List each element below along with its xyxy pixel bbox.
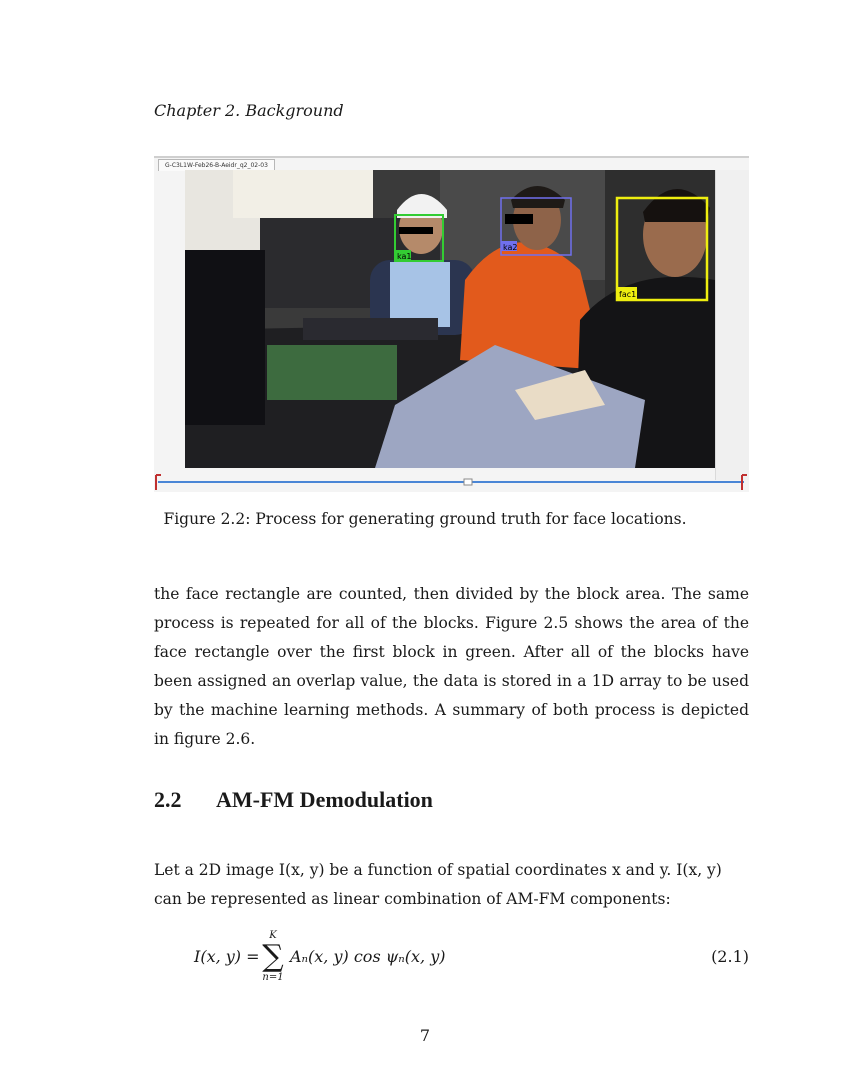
monitor (185, 250, 265, 425)
figure-caption: Figure 2.2: Process for generating ground truth for face locations. (163, 510, 687, 528)
summation (260, 930, 286, 984)
equation-rhs: Aₙ(x, y) cos ψₙ(x, y) (290, 947, 446, 966)
timeline-end-marker (742, 475, 747, 490)
image-tab[interactable]: G-C3L1W-Feb26-B-Aeidr_q2_02-03 (158, 159, 275, 171)
paper-notes (233, 170, 373, 218)
equation-number: (2.1) (711, 947, 749, 966)
redaction-bar-2 (505, 214, 533, 224)
face-box-3-label: fac1 (619, 290, 637, 299)
face-box-2-label: ka2 (503, 243, 518, 252)
timeline-thumb (464, 479, 472, 485)
figure-screenshot (154, 156, 749, 492)
body-paragraph: the face rectangle are counted, then divided by the block area. The same process is repeated for all of the blocks. Figure 2.5 shows the area of the face rectangle over the first block in green. After all of the blocks have been assigned an overlap value, the data is stored in a 1D array to be used by the machine learning methods. A summary of both process is depicted in figure 2.6. (154, 585, 749, 748)
person1-shirt (390, 262, 450, 327)
face-box-1-label: ka1 (397, 252, 412, 261)
sum-upper-limit: K (269, 930, 277, 941)
timeline-scrollbar[interactable] (154, 470, 749, 494)
books-stack (267, 345, 397, 400)
section-title: AM-FM Demodulation (216, 787, 433, 812)
sigma-symbol: ∑ (262, 939, 284, 974)
keyboard (303, 318, 438, 340)
section-heading (154, 787, 433, 813)
intro-paragraph: Let a 2D image I(x, y) be a function of spatial coordinates x and y. I(x, y) can be represented as linear combination of AM-FM components: (154, 861, 722, 908)
redaction-bar-1 (399, 227, 433, 234)
page-number: 7 (419, 1026, 431, 1045)
classroom-photo (185, 170, 715, 468)
running-head: Chapter 2. Background (154, 101, 344, 120)
equation-lhs: I(x, y) = (194, 947, 260, 966)
sum-lower-limit: n=1 (262, 972, 284, 983)
section-number: 2.2 (154, 787, 182, 812)
image-viewer-edge (715, 170, 749, 480)
equation-2-1 (194, 930, 749, 986)
